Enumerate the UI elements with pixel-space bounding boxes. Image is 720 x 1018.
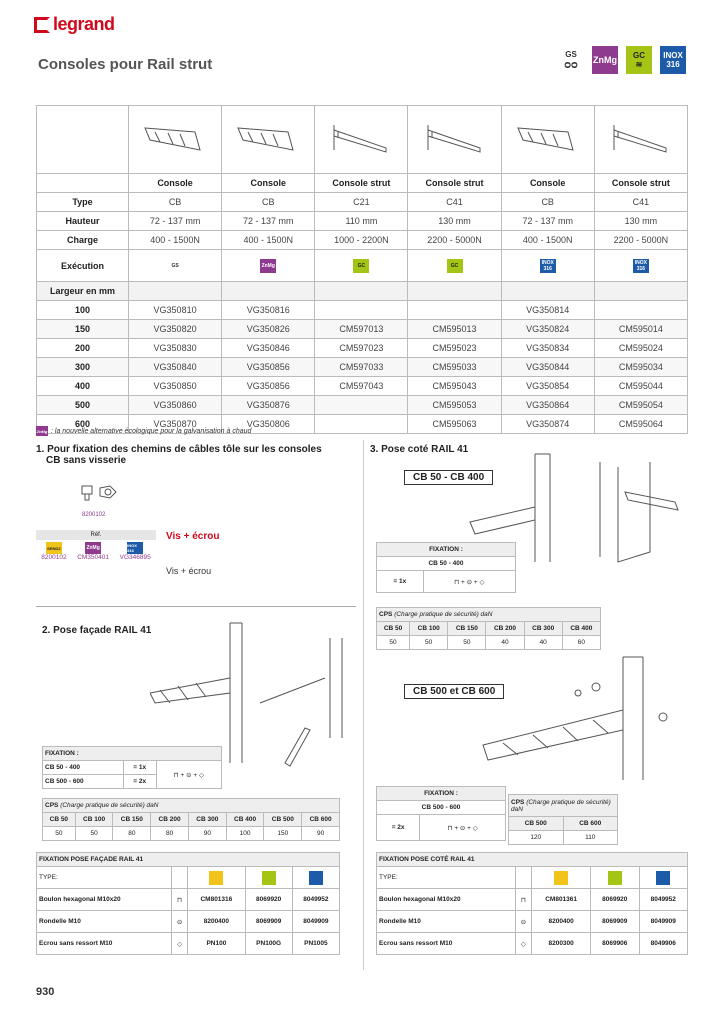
- console-image: [222, 106, 315, 174]
- largeur-header-row: Largeur en mm: [37, 282, 688, 301]
- section3-title: 3. Pose coté RAIL 41: [370, 444, 469, 455]
- logo-mark-icon: [34, 17, 50, 33]
- znmg-badge: ZnMg: [592, 46, 618, 74]
- console-image: [129, 106, 222, 174]
- page-title: Consoles pour Rail strut: [38, 56, 213, 73]
- console-strut-image: [408, 106, 501, 174]
- finish-badges: [558, 46, 686, 74]
- table-row: 600 VG350870 VG350806 CM595063 VG350874 CM595064: [37, 415, 688, 434]
- section2-cps-table: CPS (Charge pratique de sécurité) daN CB 50 CB 100 CB 150 CB 200 CB 300 CB 400 CB 500 CB 600 50 50 80 80 90 100 150 90: [42, 798, 340, 841]
- gs-icon: GS: [167, 259, 183, 273]
- section-divider: [36, 606, 356, 607]
- section2-fixation-pose-table: FIXATION POSE FAÇADE RAIL 41 TYPE: Boulon hexagonal M10x20 ⊓ CM801316 8069920 8049952 Rondelle M10 ⊝ 8200400 8069909 8049909 Ecrou sans ressort M10 ◇ PN100 PN100G PN1005: [36, 852, 340, 955]
- table-row: 500 VG350860 VG350876 CM595053 VG350864 CM595054: [37, 396, 688, 415]
- part-ref: 8200102: [82, 512, 106, 518]
- gc-icon: [262, 871, 276, 885]
- ref-box: Réf. SENDZ 8200102 ZnMg CM350401 INOX 316 VG346895: [36, 530, 156, 561]
- inox-icon: [309, 871, 323, 885]
- ref-item: ZnMg CM350401: [77, 542, 109, 561]
- console-strut-image: [594, 106, 687, 174]
- fixation-row: Ecrou sans ressort M10 ◇ PN100 PN100G PN1005: [37, 933, 340, 955]
- fixation-row: Boulon hexagonal M10x20 ⊓ CM801361 8069920 8049952: [377, 889, 688, 911]
- column-divider: [363, 440, 364, 970]
- hauteur-row: Hauteur 72 - 137 mm 72 - 137 mm 110 mm 130 mm 72 - 137 mm 130 mm: [37, 212, 688, 231]
- znmg-icon: ZnMg: [260, 259, 276, 273]
- inox-icon: INOX 316: [541, 259, 554, 272]
- page-number: 930: [36, 986, 55, 998]
- sendz-icon: [554, 871, 568, 885]
- ref-item: SENDZ 8200102: [41, 542, 66, 561]
- vis-ecrou-label: Vis + écrou: [166, 531, 220, 542]
- console-image: [501, 106, 594, 174]
- cote-rail-illustration-2: [478, 655, 678, 783]
- gc-icon: GC: [353, 259, 369, 273]
- table-row: 300 VG350840 VG350856 CM597033 CM595033 VG350844 CM595034: [37, 358, 688, 377]
- section3-fixation-table: FIXATION : CB 50 - 400 = 1x ⊓ + ⊝ + ◇: [376, 542, 516, 593]
- inox-icon: INOX 316: [634, 259, 647, 272]
- fixation-row: Ecrou sans ressort M10 ◇ 8200300 8069906 8049906: [377, 933, 688, 955]
- section3-cps-table: CPS (Charge pratique de sécurité) daN CB 50 CB 100 CB 150 CB 200 CB 300 CB 400 50 50 50 40 40 60: [376, 607, 601, 650]
- znmg-small-icon: ZnMg: [36, 426, 48, 436]
- table-row: 400 VG350850 VG350856 CM597043 CM595043 VG350854 CM595044: [37, 377, 688, 396]
- screw-nut-icon: [80, 478, 120, 508]
- image-row: [37, 106, 688, 174]
- caption-cb500-600: CB 500 et CB 600: [404, 684, 504, 699]
- gc-icon: [608, 871, 622, 885]
- name-row: Console Console Console strut Console strut Console Console strut: [37, 174, 688, 193]
- table-row: 100 VG350810 VG350816 VG350814: [37, 301, 688, 320]
- gc-badge: GC ≋: [626, 46, 652, 74]
- vis-ecrou-text: Vis + écrou: [166, 566, 212, 576]
- charge-row: Charge 400 - 1500N 400 - 1500N 1000 - 2200N 2200 - 5000N 400 - 1500N 2200 - 5000N: [37, 231, 688, 250]
- execution-row: Exécution GS ZnMg GC GC INOX 316 INOX 316: [37, 250, 688, 282]
- section3-fixation2-table: FIXATION : CB 500 - 600 = 2x ⊓ + ⊝ + ◇: [376, 786, 506, 841]
- fixation-row: Boulon hexagonal M10x20 ⊓ CM801316 8069920 8049952: [37, 889, 340, 911]
- section2-title: 2. Pose façade RAIL 41: [42, 625, 152, 636]
- znmg-note: ZnMg : la nouvelle alternative écologique pour la galvanisation à chaud: [36, 427, 252, 435]
- section3-cps2-table: CPS (Charge pratique de sécurité) daN CB 500 CB 600 120 110: [508, 794, 618, 845]
- console-strut-image: [315, 106, 408, 174]
- inox-badge: INOX 316: [660, 46, 686, 74]
- brand-name: legrand: [53, 14, 115, 34]
- console-table: [36, 105, 688, 434]
- caption-cb50-400: CB 50 - CB 400: [404, 470, 493, 485]
- gs-badge: GS ᴑᴑ: [558, 46, 584, 74]
- section1-title: 1. Pour fixation des chemins de câbles tôle sur les consoles CB sans visserie: [36, 444, 322, 466]
- section2-fixation-table: FIXATION : CB 50 - 400 = 1x ⊓ + ⊝ + ◇ CB 500 - 600 = 2x: [42, 746, 222, 789]
- gc-icon: GC: [447, 259, 463, 273]
- legrand-logo: [34, 14, 115, 35]
- table-row: 200 VG350830 VG350846 CM597023 CM595023 VG350834 CM595024: [37, 339, 688, 358]
- table-row: 150 VG350820 VG350826 CM597013 CM595013 VG350824 CM595014: [37, 320, 688, 339]
- inox-icon: [656, 871, 670, 885]
- ref-item: INOX 316 VG346895: [119, 543, 151, 561]
- type-row: Type CB CB C21 C41 CB C41: [37, 193, 688, 212]
- sendz-icon: [209, 871, 223, 885]
- fixation-row: Rondelle M10 ⊝ 8200400 8069909 8049909: [377, 911, 688, 933]
- section3-fixation-pose-table: FIXATION POSE COTÉ RAIL 41 TYPE: Boulon hexagonal M10x20 ⊓ CM801361 8069920 8049952 Rondelle M10 ⊝ 8200400 8069909 8049909 Ecrou sans ressort M10 ◇ 8200300 8069906 8049906: [376, 852, 688, 955]
- fixation-row: Rondelle M10 ⊝ 8200400 8069909 8049909: [37, 911, 340, 933]
